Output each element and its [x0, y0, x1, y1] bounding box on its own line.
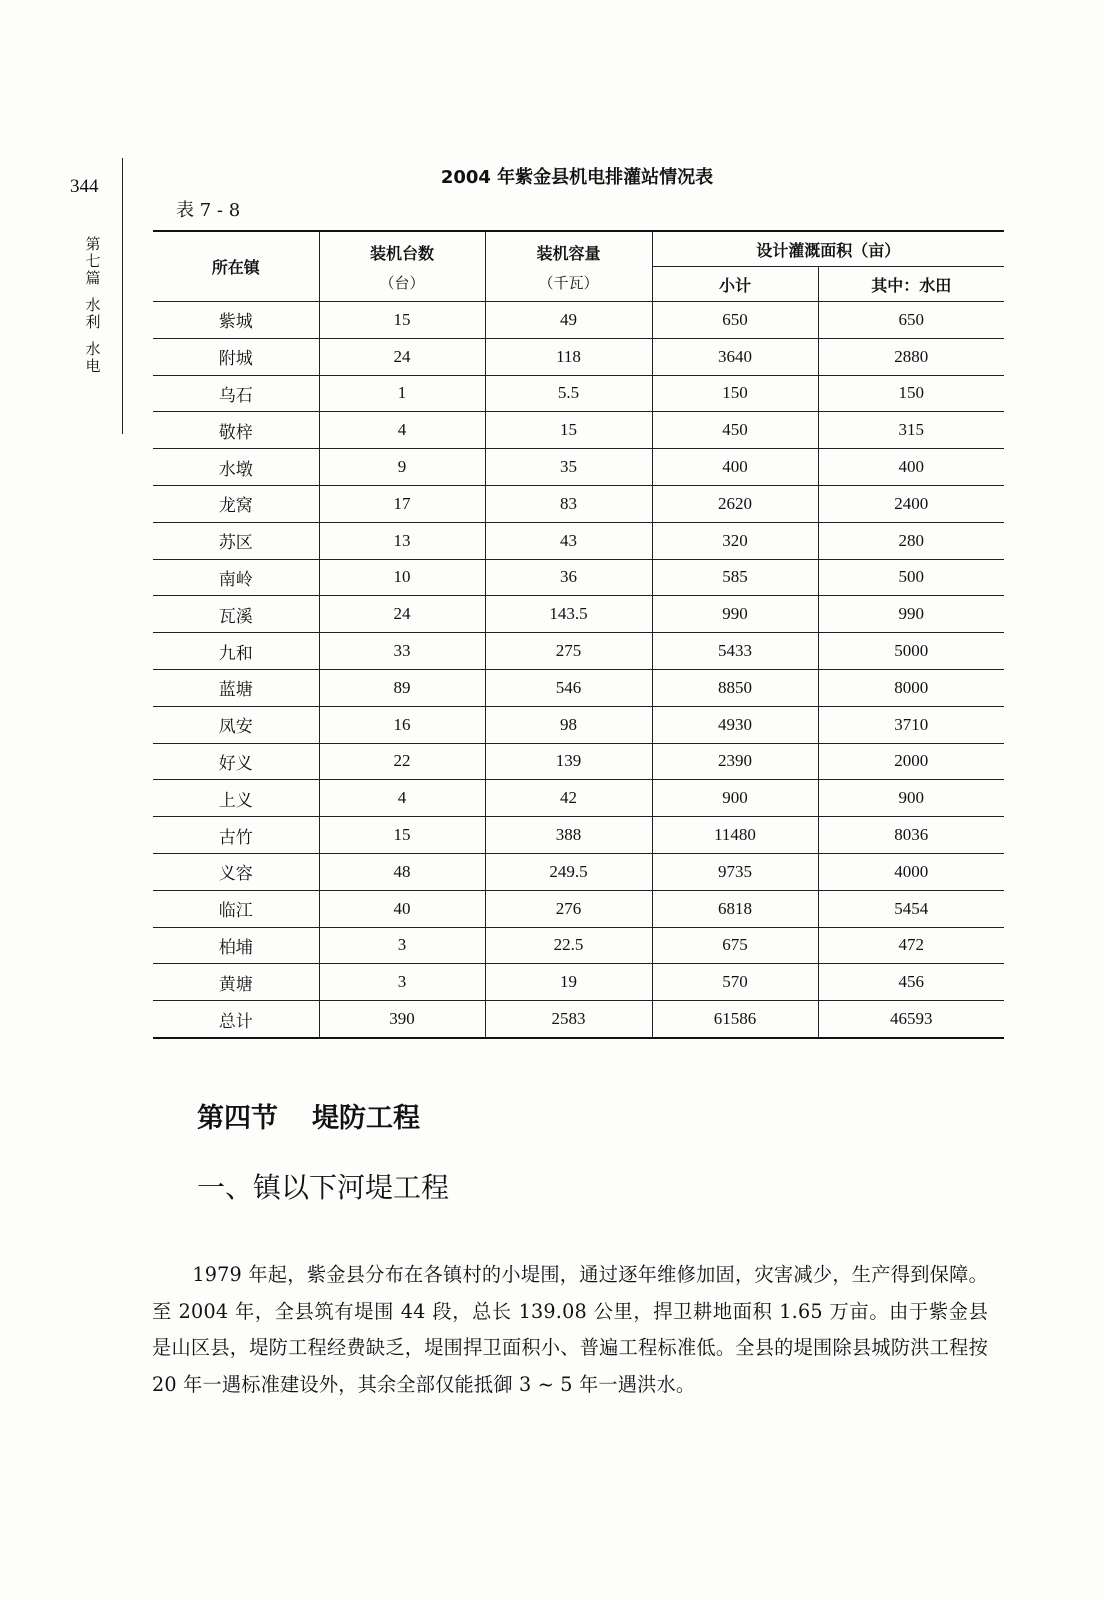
cell-units: 24 [319, 596, 485, 633]
running-head-char: 电 [85, 357, 101, 375]
cell-town: 临江 [153, 890, 319, 927]
cell-units: 3 [319, 964, 485, 1001]
cell-subtotal: 990 [652, 596, 818, 633]
header-units: 装机台数 （台） [319, 231, 485, 302]
cell-town: 乌石 [153, 375, 319, 412]
cell-units: 48 [319, 853, 485, 890]
cell-subtotal: 3640 [652, 338, 818, 375]
cell-town: 凤安 [153, 706, 319, 743]
cell-units: 1 [319, 375, 485, 412]
cell-paddy: 650 [818, 302, 1004, 339]
cell-subtotal: 5433 [652, 633, 818, 670]
cell-subtotal: 320 [652, 522, 818, 559]
table-row [153, 780, 1004, 817]
table-row [153, 927, 1004, 964]
cell-subtotal: 585 [652, 559, 818, 596]
cell-paddy: 150 [818, 375, 1004, 412]
cell-town: 水墩 [153, 449, 319, 486]
table-title: 2004 年紫金县机电排灌站情况表 [440, 167, 714, 188]
cell-subtotal: 11480 [652, 817, 818, 854]
cell-units: 24 [319, 338, 485, 375]
header-capacity: 装机容量 （千瓦） [485, 231, 652, 302]
cell-town: 上义 [153, 780, 319, 817]
cell-paddy: 2880 [818, 338, 1004, 375]
cell-town: 古竹 [153, 817, 319, 854]
page-number: 344 [70, 176, 99, 197]
table-number: 表 7 - 8 [176, 200, 241, 221]
cell-capacity: 143.5 [485, 596, 652, 633]
table-row [153, 853, 1004, 890]
cell-units: 15 [319, 302, 485, 339]
running-head-char: 水 [85, 340, 101, 358]
cell-paddy: 3710 [818, 706, 1004, 743]
running-head [82, 236, 104, 375]
header-capacity-unit: （千瓦） [538, 273, 599, 292]
cell-town: 黄塘 [153, 964, 319, 1001]
table-row-total [153, 1001, 1004, 1038]
cell-capacity: 15 [485, 412, 652, 449]
cell-units: 22 [319, 743, 485, 780]
table-row [153, 338, 1004, 375]
header-irrigation: 设计灌溉面积（亩） [652, 231, 1004, 267]
cell-paddy: 400 [818, 449, 1004, 486]
cell-capacity: 83 [485, 485, 652, 522]
header-subtotal: 小计 [652, 267, 818, 302]
cell-paddy: 280 [818, 522, 1004, 559]
cell-town: 苏区 [153, 522, 319, 559]
running-head-char: 第 [85, 235, 101, 253]
cell-capacity: 49 [485, 302, 652, 339]
cell-paddy: 2400 [818, 485, 1004, 522]
cell-town: 好义 [153, 743, 319, 780]
side-rule [122, 158, 123, 434]
cell-units: 17 [319, 485, 485, 522]
cell-capacity: 36 [485, 559, 652, 596]
cell-paddy: 4000 [818, 853, 1004, 890]
cell-subtotal: 650 [652, 302, 818, 339]
subsection-heading: 一、镇以下河堤工程 [197, 1171, 450, 1204]
cell-town: 总计 [153, 1001, 319, 1038]
cell-paddy: 5000 [818, 633, 1004, 670]
cell-subtotal: 6818 [652, 890, 818, 927]
table-row [153, 743, 1004, 780]
cell-subtotal: 570 [652, 964, 818, 1001]
cell-paddy: 46593 [818, 1001, 1004, 1038]
cell-capacity: 98 [485, 706, 652, 743]
cell-units: 40 [319, 890, 485, 927]
running-head-char: 水 [85, 296, 101, 314]
cell-subtotal: 2390 [652, 743, 818, 780]
section-heading [197, 1096, 420, 1135]
table-row [153, 302, 1004, 339]
table-row [153, 559, 1004, 596]
cell-town: 敬梓 [153, 412, 319, 449]
cell-capacity: 5.5 [485, 375, 652, 412]
cell-units: 15 [319, 817, 485, 854]
cell-capacity: 43 [485, 522, 652, 559]
cell-town: 蓝塘 [153, 669, 319, 706]
cell-town: 龙窝 [153, 485, 319, 522]
cell-capacity: 35 [485, 449, 652, 486]
cell-paddy: 2000 [818, 743, 1004, 780]
cell-capacity: 276 [485, 890, 652, 927]
cell-capacity: 388 [485, 817, 652, 854]
running-head-char: 利 [85, 313, 101, 331]
cell-capacity: 19 [485, 964, 652, 1001]
cell-units: 10 [319, 559, 485, 596]
table-row [153, 449, 1004, 486]
cell-subtotal: 900 [652, 780, 818, 817]
cell-units: 89 [319, 669, 485, 706]
cell-town: 附城 [153, 338, 319, 375]
cell-units: 4 [319, 412, 485, 449]
table-row [153, 375, 1004, 412]
table-row [153, 522, 1004, 559]
cell-paddy: 8000 [818, 669, 1004, 706]
irrigation-station-table [153, 230, 1004, 1039]
cell-paddy: 900 [818, 780, 1004, 817]
cell-capacity: 249.5 [485, 853, 652, 890]
cell-capacity: 2583 [485, 1001, 652, 1038]
cell-subtotal: 150 [652, 375, 818, 412]
cell-capacity: 139 [485, 743, 652, 780]
cell-paddy: 8036 [818, 817, 1004, 854]
cell-subtotal: 400 [652, 449, 818, 486]
cell-capacity: 118 [485, 338, 652, 375]
cell-units: 13 [319, 522, 485, 559]
table-row [153, 485, 1004, 522]
cell-units: 3 [319, 927, 485, 964]
table-row [153, 633, 1004, 670]
cell-paddy: 990 [818, 596, 1004, 633]
header-town: 所在镇 [153, 231, 319, 302]
cell-town: 柏埔 [153, 927, 319, 964]
cell-subtotal: 675 [652, 927, 818, 964]
running-head-char: 七 [85, 252, 101, 270]
cell-town: 紫城 [153, 302, 319, 339]
cell-capacity: 42 [485, 780, 652, 817]
cell-town: 瓦溪 [153, 596, 319, 633]
cell-paddy: 472 [818, 927, 1004, 964]
table-row [153, 412, 1004, 449]
cell-subtotal: 2620 [652, 485, 818, 522]
cell-units: 390 [319, 1001, 485, 1038]
table-row [153, 669, 1004, 706]
cell-subtotal: 4930 [652, 706, 818, 743]
header-paddy: 其中：水田 [818, 267, 1004, 302]
table-row [153, 890, 1004, 927]
table-row [153, 596, 1004, 633]
cell-subtotal: 450 [652, 412, 818, 449]
cell-town: 南岭 [153, 559, 319, 596]
cell-units: 9 [319, 449, 485, 486]
cell-paddy: 5454 [818, 890, 1004, 927]
header-units-unit: （台） [379, 273, 425, 292]
cell-subtotal: 61586 [652, 1001, 818, 1038]
cell-subtotal: 9735 [652, 853, 818, 890]
table-row [153, 817, 1004, 854]
cell-capacity: 22.5 [485, 927, 652, 964]
section-label: 第四节 [197, 1103, 278, 1134]
cell-town: 九和 [153, 633, 319, 670]
body-paragraph: 1979 年起，紫金县分布在各镇村的小堤围，通过逐年维修加固，灾害减少，生产得到保障。至 2004 年，全县筑有堤围 44 段，总长 139.08 公里，捍卫耕地面积 1.65 万亩。由于紫金县是山区县，堤防工程经费缺乏，堤围捍卫面积小、普遍工程标准低。全县的堤围除县城防洪工程按 20 年一遇标准建设外，其余全部仅能抵御 3 ~ 5 年一遇洪水。 [152, 1263, 988, 1396]
cell-capacity: 546 [485, 669, 652, 706]
cell-units: 33 [319, 633, 485, 670]
cell-subtotal: 8850 [652, 669, 818, 706]
table-row [153, 964, 1004, 1001]
cell-capacity: 275 [485, 633, 652, 670]
section-title: 堤防工程 [312, 1103, 420, 1134]
cell-units: 16 [319, 706, 485, 743]
running-head-char: 篇 [85, 269, 101, 287]
cell-paddy: 456 [818, 964, 1004, 1001]
cell-town: 义容 [153, 853, 319, 890]
cell-paddy: 500 [818, 559, 1004, 596]
cell-units: 4 [319, 780, 485, 817]
table-row [153, 706, 1004, 743]
cell-paddy: 315 [818, 412, 1004, 449]
